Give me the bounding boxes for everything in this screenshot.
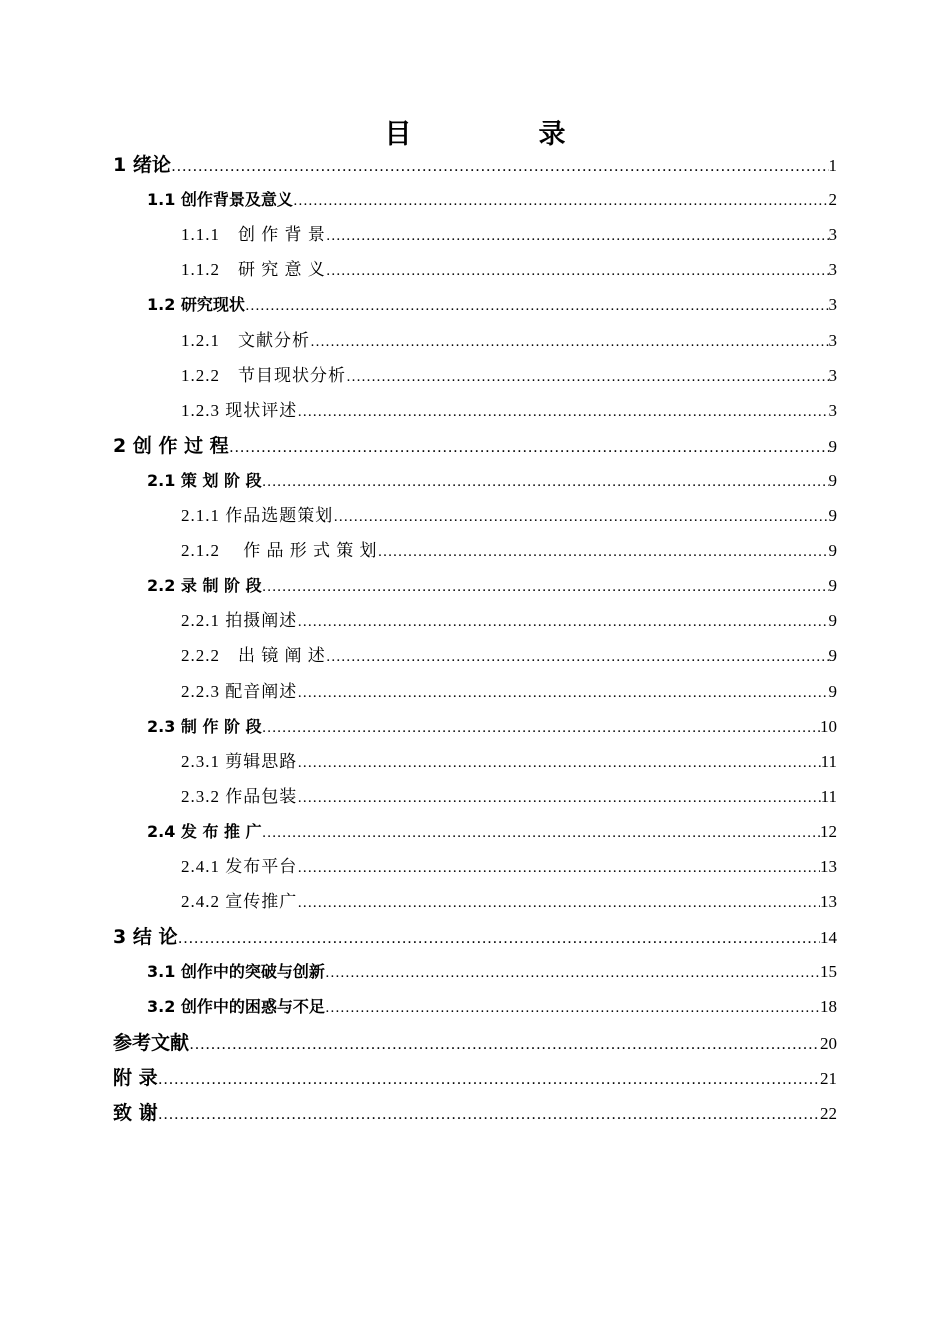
toc-entry[interactable] — [181, 606, 837, 636]
toc-entry-page-number: 9 — [828, 470, 837, 490]
toc-entry-page-number: 11 — [820, 751, 837, 771]
toc-entry[interactable] — [147, 571, 837, 601]
toc-leader-dots — [293, 186, 829, 215]
toc-leader-dots — [310, 327, 829, 356]
toc-entry-label: 1.2 研究现状 — [147, 295, 245, 315]
toc-entry-label: 3.2 创作中的困惑与不足 — [147, 997, 325, 1017]
toc-leader-dots — [325, 993, 820, 1022]
toc-entry-label: 2 创 作 过 程 — [113, 434, 229, 457]
toc-leader-dots — [262, 818, 820, 847]
toc-leader-dots — [346, 362, 829, 391]
toc-entry[interactable] — [181, 747, 837, 777]
toc-leader-dots — [297, 748, 820, 777]
toc-entry-page-number: 18 — [820, 997, 837, 1017]
toc-entry-page-number: 3 — [828, 365, 837, 385]
toc-entry-label: 2.2.2 出 镜 阐 述 — [181, 646, 326, 666]
toc-entry[interactable] — [113, 1028, 837, 1058]
toc-leader-dots — [262, 713, 820, 742]
toc-leader-dots — [326, 642, 829, 671]
toc-entry-label: 2.4.1 发布平台 — [181, 857, 298, 876]
toc-leader-dots — [262, 467, 829, 496]
toc-entry-label: 2.4 发 布 推 广 — [147, 821, 262, 841]
toc-entry-page-number: 9 — [828, 646, 837, 666]
toc-leader-dots — [189, 1030, 820, 1058]
toc-entry[interactable] — [181, 536, 837, 566]
toc-entry-page-number: 3 — [828, 295, 837, 315]
toc-entry-label: 2.2.1 拍摄阐述 — [181, 611, 298, 631]
toc-leader-dots — [297, 888, 820, 917]
toc-leader-dots — [326, 221, 829, 250]
toc-entry[interactable] — [181, 361, 837, 391]
toc-leader-dots — [297, 397, 828, 426]
toc-entry-page-number: 14 — [820, 928, 837, 948]
toc-entry-page-number: 9 — [828, 576, 837, 596]
toc-entry-label: 1.2.2 节目现状分析 — [181, 365, 346, 385]
toc-leader-dots — [325, 958, 820, 987]
toc-entry-label: 1.1.1 创 作 背 景 — [181, 225, 326, 245]
toc-entry-label: 2.3 制 作 阶 段 — [147, 716, 262, 736]
toc-entry-label: 1.1 创作背景及意义 — [147, 190, 293, 210]
toc-entry-page-number: 9 — [828, 611, 837, 631]
toc-entry-label: 1.1.2 研 究 意 义 — [181, 260, 326, 280]
toc-entry-label: 1.2.1 文献分析 — [181, 330, 310, 350]
toc-entry-page-number: 2 — [828, 190, 837, 210]
toc-entry-page-number: 22 — [820, 1103, 837, 1123]
toc-entry[interactable] — [147, 992, 837, 1022]
toc-entry[interactable] — [181, 887, 837, 917]
toc-entry-page-number: 3 — [828, 260, 837, 280]
toc-entry[interactable] — [113, 1098, 837, 1128]
toc-entry-label: 2.1 策 划 阶 段 — [147, 470, 262, 490]
toc-entry-label: 致 谢 — [113, 1101, 158, 1124]
toc-entry[interactable] — [113, 150, 837, 180]
toc-leader-dots — [171, 152, 829, 180]
toc-entry[interactable] — [181, 677, 837, 707]
toc-entry[interactable] — [147, 817, 837, 847]
toc-entry-label: 3 结 论 — [113, 926, 178, 949]
toc-entry-page-number: 21 — [820, 1068, 837, 1088]
toc-leader-dots — [333, 502, 828, 531]
toc-leader-dots — [158, 1065, 820, 1093]
toc-title: 目 录 — [384, 119, 616, 150]
toc-leader-dots — [297, 853, 820, 882]
toc-leader-dots — [158, 1100, 820, 1128]
toc-entry-page-number: 3 — [828, 225, 837, 245]
toc-entry-page-number: 13 — [820, 892, 837, 912]
toc-entry[interactable] — [147, 957, 837, 987]
toc-entry-page-number: 15 — [820, 962, 837, 982]
toc-leader-dots — [262, 572, 829, 601]
toc-entry[interactable] — [181, 852, 837, 882]
toc-entry-label: 附 录 — [113, 1066, 158, 1089]
toc-entry-page-number: 9 — [828, 436, 837, 456]
toc-entry-label: 1 绪论 — [113, 154, 171, 176]
toc-leader-dots — [297, 607, 828, 636]
toc-entry-label: 2.2 录 制 阶 段 — [147, 576, 262, 596]
toc-entry-label: 1.2.3 现状评述 — [181, 400, 298, 420]
toc-entry[interactable] — [147, 712, 837, 742]
toc-entry[interactable] — [113, 1063, 837, 1093]
toc-entry[interactable] — [181, 501, 837, 531]
toc-entry[interactable] — [113, 431, 837, 461]
toc-leader-dots — [297, 678, 828, 707]
toc-entry[interactable] — [181, 326, 837, 356]
toc-entry[interactable] — [181, 396, 837, 426]
toc-leader-dots — [229, 433, 829, 461]
toc-entry[interactable] — [181, 782, 837, 812]
toc-leader-dots — [326, 256, 829, 285]
toc-entry-page-number: 9 — [828, 681, 837, 701]
toc-entry-page-number: 13 — [820, 857, 837, 876]
toc-entry[interactable] — [181, 641, 837, 671]
toc-leader-dots — [297, 783, 820, 812]
toc-entry-label: 2.3.2 作品包装 — [181, 786, 298, 806]
toc-entry[interactable] — [113, 922, 837, 952]
toc-entry[interactable] — [147, 185, 837, 215]
toc-entry-label: 2.1.1 作品选题策划 — [181, 506, 334, 525]
toc-entry-label: 2.3.1 剪辑思路 — [181, 751, 298, 771]
toc-entry-page-number: 9 — [828, 506, 837, 525]
toc-leader-dots — [177, 924, 820, 952]
toc-leader-dots — [378, 537, 829, 566]
toc-entry-label: 2.1.2 作 品 形 式 策 划 — [181, 541, 378, 561]
toc-leader-dots — [245, 291, 829, 320]
toc-entry-label: 3.1 创作中的突破与创新 — [147, 962, 325, 982]
toc-entry[interactable] — [147, 466, 837, 496]
toc-entry-page-number: 1 — [828, 156, 837, 175]
toc-entry-label: 2.4.2 宣传推广 — [181, 892, 298, 912]
toc-entry[interactable] — [147, 290, 837, 320]
toc-entry-page-number: 20 — [820, 1033, 837, 1053]
toc-entry-page-number: 10 — [820, 716, 837, 736]
toc-entry-page-number: 11 — [820, 786, 837, 806]
toc-entry-label: 参考文献 — [113, 1031, 190, 1054]
toc-entry-page-number: 3 — [828, 400, 837, 420]
toc-entry-label: 2.2.3 配音阐述 — [181, 681, 298, 701]
toc-entry[interactable] — [181, 220, 837, 250]
toc-entry-page-number: 3 — [828, 330, 837, 350]
toc-entry-page-number: 9 — [828, 541, 837, 561]
toc-entry-page-number: 12 — [820, 821, 837, 841]
toc-entry[interactable] — [181, 255, 837, 285]
